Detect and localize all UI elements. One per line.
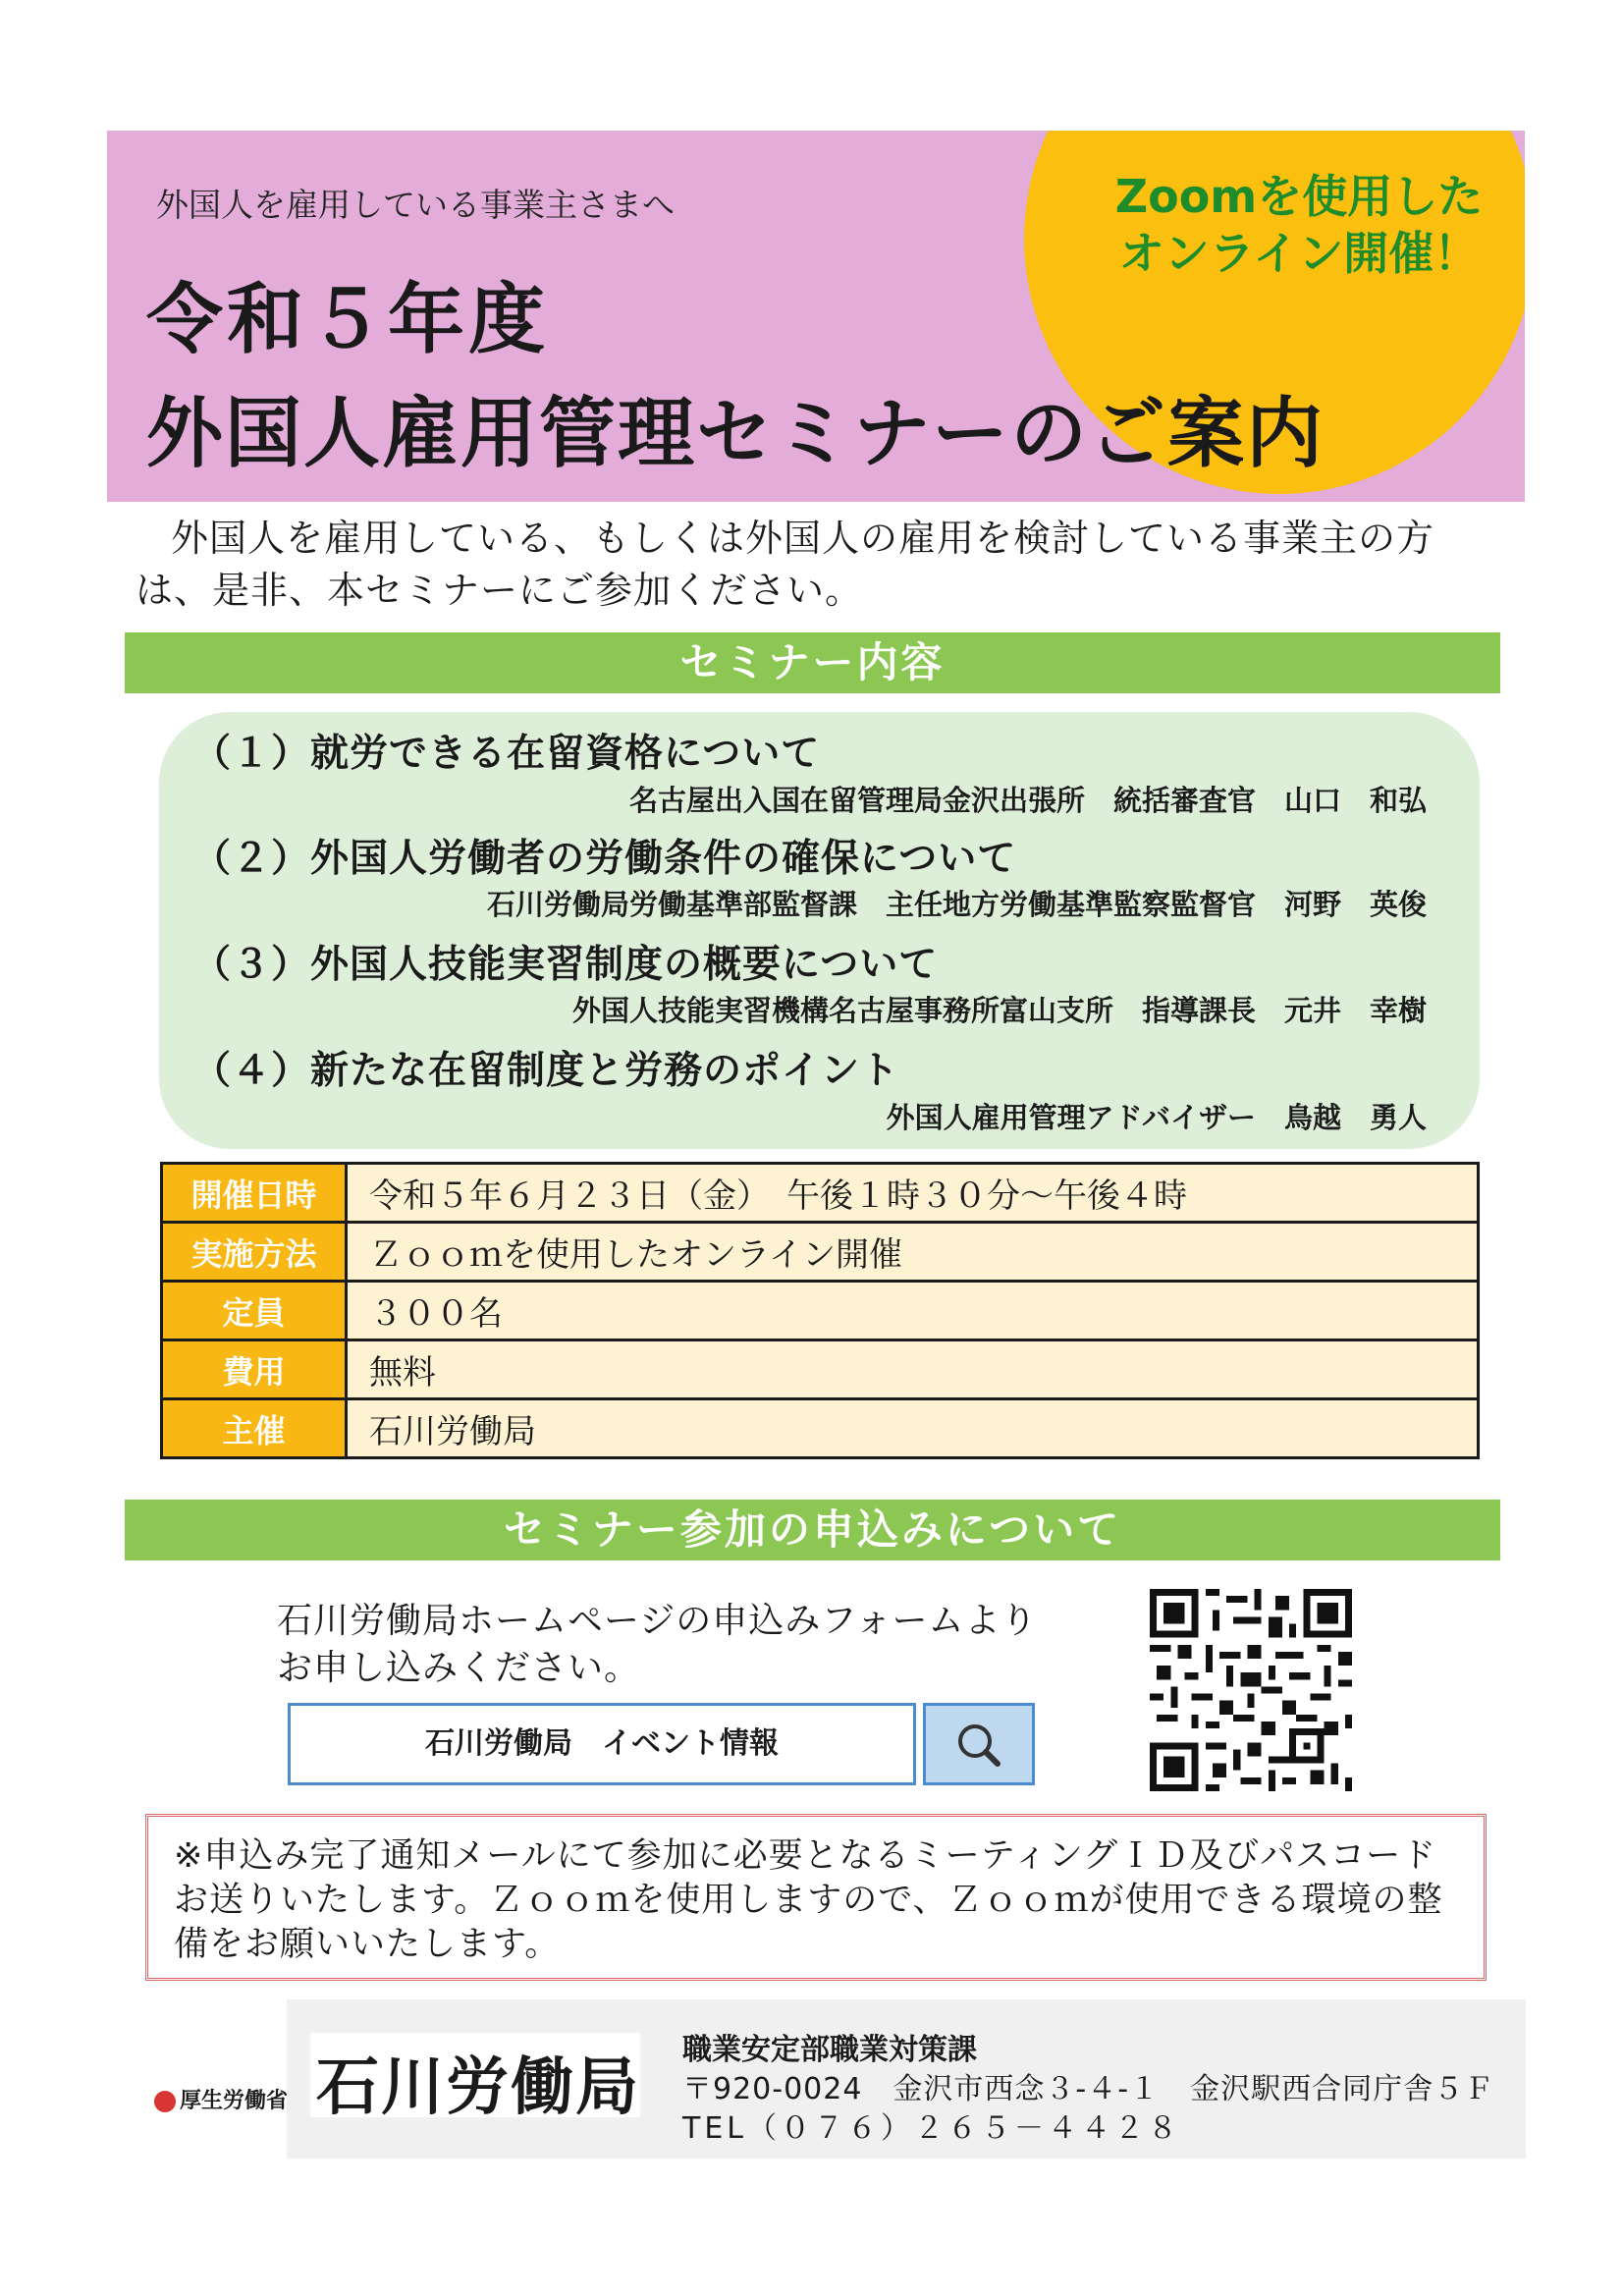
- table-row: [162, 1399, 1479, 1458]
- section-heading-content: セミナー内容: [125, 632, 1500, 693]
- bureau-logo: 石川労働局: [316, 2051, 640, 2124]
- page-title-line1: 令和５年度: [146, 276, 550, 364]
- intro-text: 外国人を雇用している、もしくは外国人の雇用を検討している事業主の方は、是非、本セミナーにご参加ください。: [135, 517, 1435, 612]
- ministry-logo: [154, 2084, 288, 2114]
- ministry-name: 厚生労働省: [180, 2089, 289, 2113]
- badge-line1: Zoomを使用した: [1114, 170, 1484, 223]
- notice-text: ※申込み完了通知メールにて参加に必要となるミーティングＩＤ及びパスコードお送りいたします。Ｚｏｏｍを使用しますので、Ｚｏｏｍが使用できる環境の整備をお願いいたします。: [174, 1836, 1443, 1964]
- row-value: Ｚｏｏｍを使用したオンライン開催: [347, 1223, 1479, 1282]
- section-heading-apply: セミナー参加の申込みについて: [125, 1500, 1500, 1560]
- ministry-mark-icon: [154, 2091, 176, 2112]
- row-label: 開催日時: [162, 1164, 347, 1223]
- contact-department: 職業安定部職業対策課: [682, 2033, 977, 2067]
- topic-speaker: 外国人雇用管理アドバイザー 鳥越 勇人: [886, 1101, 1427, 1134]
- topic-title: （２）外国人労働者の労働条件の確保について: [192, 837, 1017, 881]
- row-value: ３００名: [347, 1282, 1479, 1340]
- topic-title: （１）就労できる在留資格について: [192, 732, 821, 776]
- row-value: 無料: [347, 1340, 1479, 1399]
- contact-address: 〒920-0024 金沢市西念３-４-１ 金沢駅西合同庁舎５Ｆ: [682, 2072, 1495, 2106]
- intro-paragraph: [135, 513, 1490, 617]
- row-value: 石川労働局: [347, 1399, 1479, 1458]
- qr-code-icon[interactable]: [1150, 1589, 1352, 1791]
- search-icon: [926, 1706, 1032, 1782]
- topic-title: （４）新たな在留制度と労務のポイント: [192, 1049, 900, 1093]
- badge-line2: オンライン開催！: [1118, 227, 1480, 280]
- audience-text: 外国人を雇用している事業主さまへ: [156, 186, 675, 224]
- notice-box: [145, 1814, 1487, 1981]
- table-row: [162, 1223, 1479, 1282]
- row-label: 実施方法: [162, 1223, 347, 1282]
- search-button[interactable]: [923, 1703, 1035, 1785]
- header-banner: [107, 131, 1525, 502]
- row-label: 定員: [162, 1282, 347, 1340]
- table-row: [162, 1340, 1479, 1399]
- topic-title: （３）外国人技能実習制度の概要について: [192, 943, 939, 987]
- row-value: 令和５年６月２３日（金） 午後１時３０分～午後４時: [347, 1164, 1479, 1223]
- page-title-line2: 外国人雇用管理セミナーのご案内: [146, 390, 1325, 478]
- apply-line2: お申し込みください。: [277, 1648, 641, 1688]
- row-label: 主催: [162, 1399, 347, 1458]
- search-input[interactable]: 石川労働局 イベント情報: [288, 1703, 916, 1785]
- row-label: 費用: [162, 1340, 347, 1399]
- apply-instructions: [277, 1598, 1037, 1692]
- topic-speaker: 名古屋出入国在留管理局金沢出張所 統括審査官 山口 和弘: [628, 784, 1427, 817]
- topic-speaker: 外国人技能実習機構名古屋事務所富山支所 指導課長 元井 幸樹: [571, 994, 1427, 1027]
- table-row: [162, 1164, 1479, 1223]
- table-row: [162, 1282, 1479, 1340]
- apply-line1: 石川労働局ホームページの申込みフォームより: [277, 1601, 1038, 1641]
- contact-tel: TEL（０７６）２６５－４４２８: [682, 2111, 1181, 2146]
- event-info-table: [160, 1162, 1480, 1459]
- topic-speaker: 石川労働局労働基準部監督課 主任地方労働基準監察監督官 河野 英俊: [486, 888, 1427, 921]
- zoom-badge-text: [1093, 168, 1505, 282]
